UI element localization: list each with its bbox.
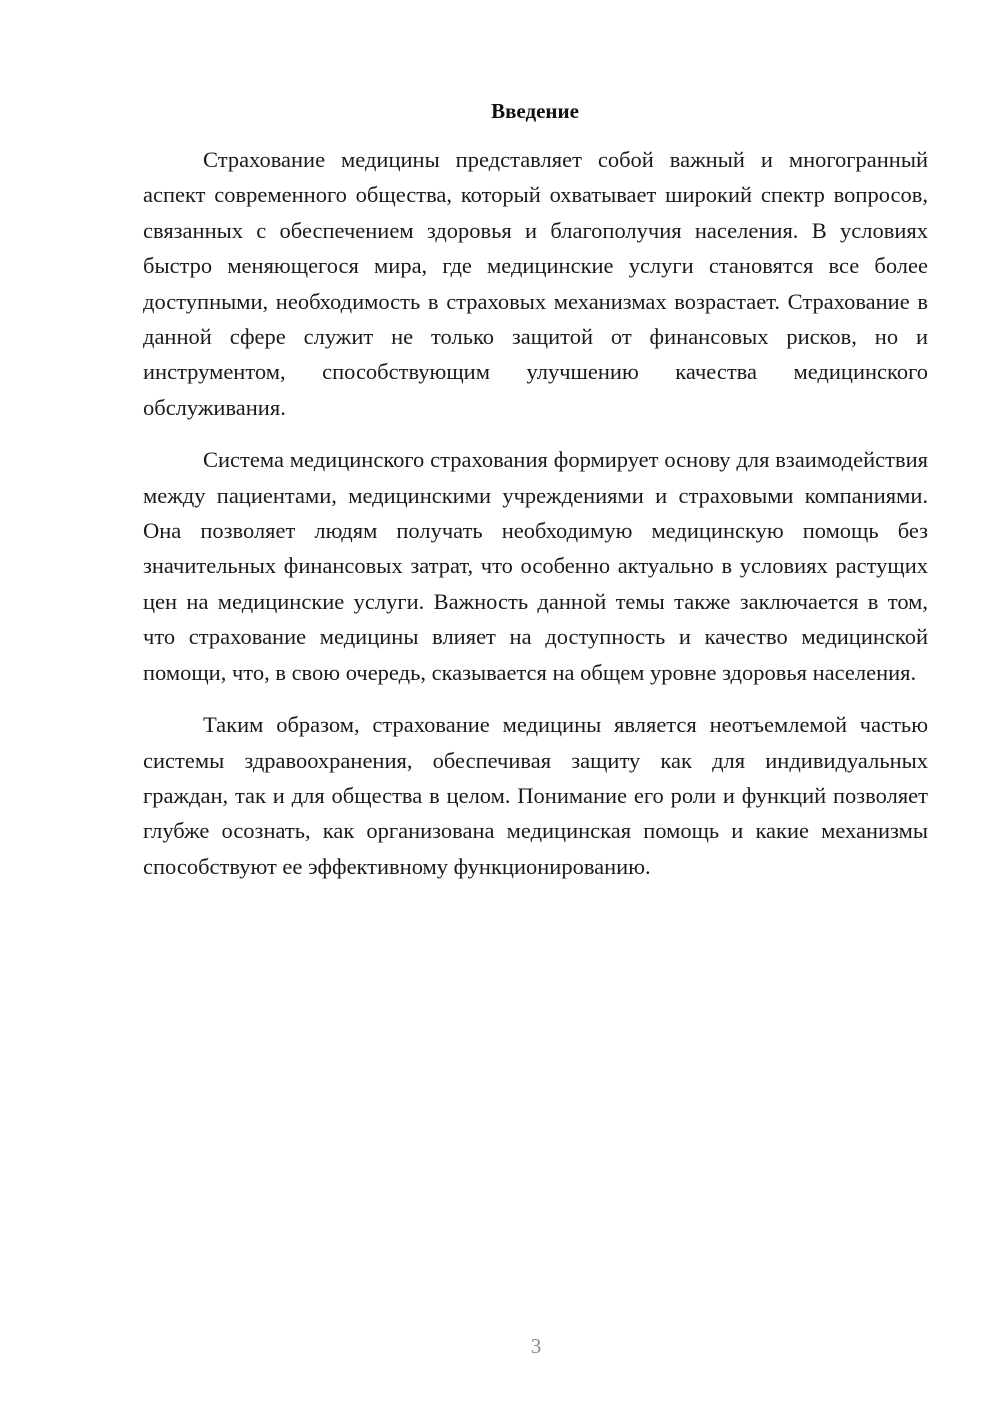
body-text (143, 142, 928, 884)
section-heading: Введение (491, 99, 579, 123)
paragraph-3: Таким образом, страхование медицины является неотъемлемой частью системы здравоохранения, обеспечивая защиту как для индивидуальных граждан, так и для общества в целом. Понимание его роли и функций позволяет глубже осознать, как организована медицинская помощь и какие механизмы способствуют ее эффективному функционированию. (143, 712, 928, 879)
paragraph-2: Система медицинского страхования формирует основу для взаимодействия между пациентами, медицинскими учреждениями и страховыми компаниями. Она позволяет людям получать необходимую медицинскую помощь без значительных финансовых затрат, что особенно актуально в условиях растущих цен на медицинские услуги. Важность данной темы также заключается в том, что страхование медицины влияет на доступность и качество медицинской помощи, что, в свою очередь, сказывается на общем уровне здоровья населения. (143, 447, 928, 685)
paragraph-1: Страхование медицины представляет собой важный и многогранный аспект современного общества, который охватывает широкий спектр вопросов, связанных с обеспечением здоровья и благополучия населения. В условиях быстро меняющегося мира, где медицинские услуги становятся все более доступными, необходимость в страховых механизмах возрастает. Страхование в данной сфере служит не только защитой от финансовых рисков, но и инструментом, способствующим улучшению качества медицинского обслуживания. (143, 147, 928, 420)
page-number: 3 (530, 1334, 542, 1358)
